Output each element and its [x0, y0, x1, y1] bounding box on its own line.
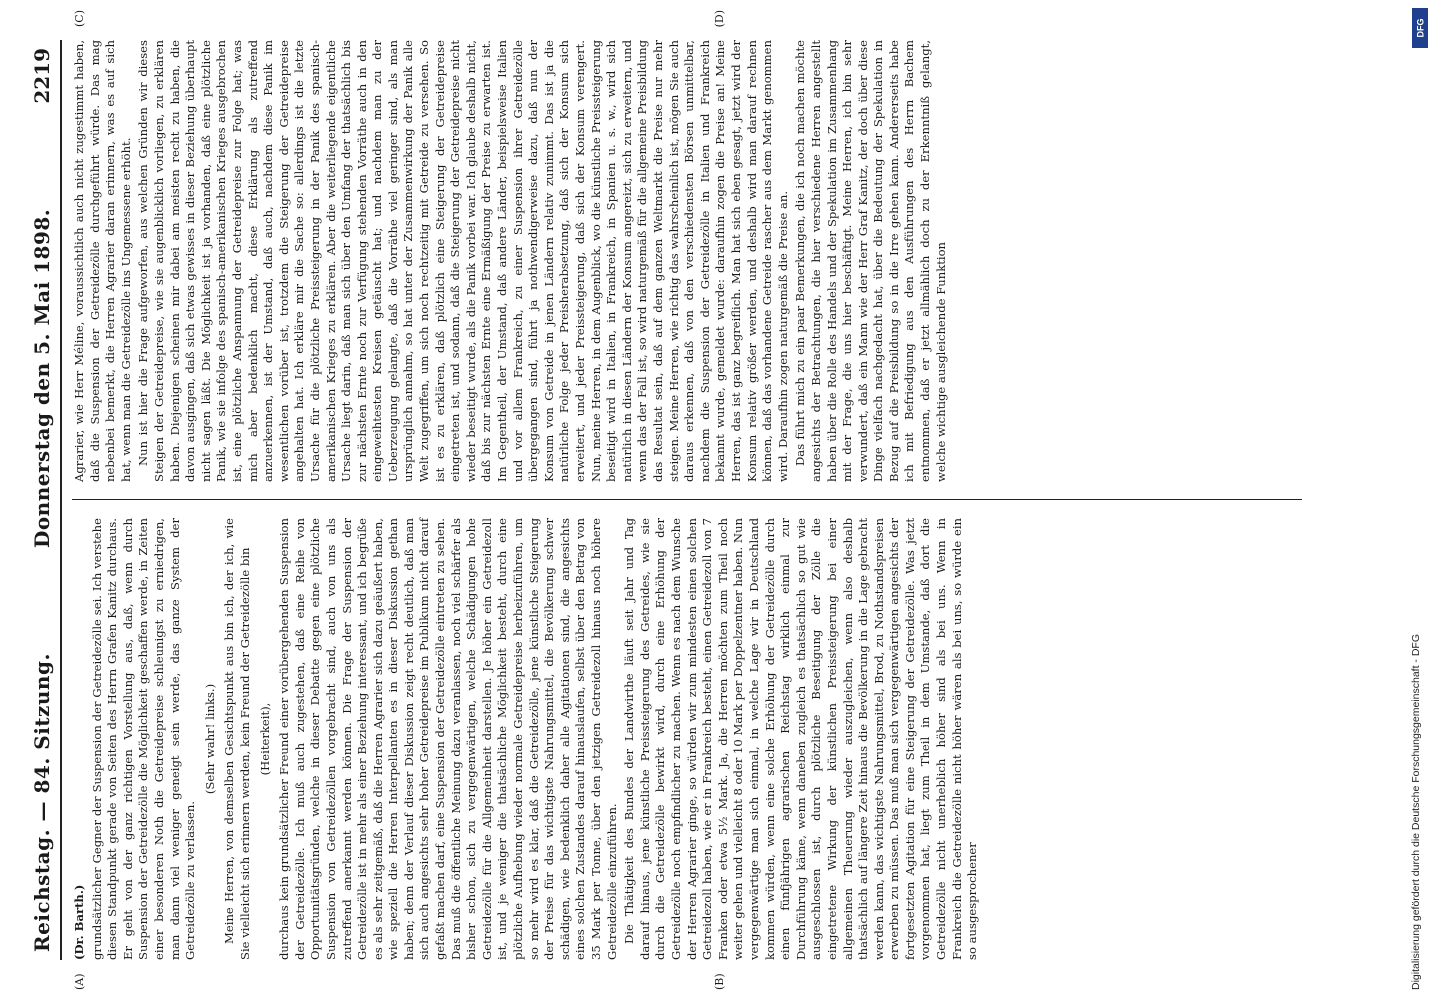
page-number: 2219 [30, 48, 54, 104]
margin-mark-d: (D) [713, 10, 726, 28]
column-divider [72, 499, 1302, 500]
left-paragraph: durchaus kein grundsätzlicher Freund einer vorübergehenden Suspension der Getreidezölle. Ich muß auch zugestehen, daß eine Reihe von Opportunitätsgründen, welche in dieser Debatte gegen eine plötzliche Suspension von Getreidezöllen vorgebracht sind, auch von uns als zutreffend anerkannt werden können. Die Frage der Suspension der Getreidezölle ist in mehr als einer Beziehung interessant, und ich begrüße es als sehr zeitgemäß, daß die Herren Agrarier sich dazu geäußert haben, wie speziell die Herren Interpellanten es in dieser Diskussion gethan haben; denn der Verlauf dieser Diskussion zeigt recht deutlich, daß man sich auch angesichts sehr hoher Getreidepreise im Publikum nicht darauf gefaßt machen darf, eine Suspension der Getreidezölle eintreten zu sehen. Das muß die öffentliche Meinung dazu veranlassen, noch viel schärfer als bisher schon, sich zu vergegenwärtigen, welche Schädigungen hohe Getreidezölle für die Allgemeinheit darstellen. Je höher ein Getreidezoll ist, und je weniger die thatsächliche Möglichkeit besteht, durch eine plötzliche Aufhebung wieder normale Getreidepreise herbeizuführen, um so mehr wird es klar, daß die Getreidezölle, jene künstliche Steigerung der Preise für das wichtigste Nahrungsmittel, die Bevölkerung schwer schädigen, wie bedenklich daher alle Agitationen sind, die angesichts eines solchen Zustandes darauf hinauslaufen, selbst über den Betrag von 35 Mark per Tonne, über den jetzigen Getreidezoll hinaus noch höhere Getreidezölle einzuführen. [277, 518, 619, 960]
credit-text: Digitalisierung gefördert durch die Deutsche Forschungsgemeinschaft - DFG [1410, 633, 1422, 990]
header-left-title: Reichstag. — 84. Sitzung. [30, 653, 54, 952]
right-paragraph: Das führt mich zu ein paar Bemerkungen, die ich noch machen möchte angesichts der Betrachtungen, die hier verschiedene Herren angestellt haben über die Rolle des Handels und der Spekulation im Zusammenhang mit der Frage, die uns hier beschäftigt. Meine Herren, ich bin sehr verwundert, daß ein Mann wie der Herr Graf Kanitz, der doch über diese Dinge vielfach nachgedacht hat, über die Bedeutung der Spekulation in Bezug auf die Preisbildung so in die Irre gehen kann. Andererseits habe ich mit Befriedigung aus den Ausführungen des Herrn Bachem entnommen, daß er jetzt allmählich doch zu der Erkenntniß gelangt, welche wichtige ausgleichende Funktion [793, 40, 948, 482]
margin-mark-c: (C) [73, 10, 86, 27]
margin-mark-b: (B) [713, 973, 726, 990]
dfg-logo: DFG [1412, 8, 1428, 48]
right-paragraph: Nun ist hier die Frage aufgeworfen, aus welchen Gründen wir dieses Steigen der Getreidepreise, wie sie augenblicklich vorliegen, zu erklären haben. Diejenigen scheinen mir dabei am meisten recht zu haben, die davon ausgingen, daß sich etwas gewisses in dieser Beziehung überhaupt nicht sagen läßt. Die Möglichkeit ist ja vorhanden, daß eine plötzliche Panik, wie sie infolge des spanisch-amerikanischen Krieges ausgebrochen ist, eine plötzliche Anspannung der Getreidepreise zur Folge hat; was mich aber bedenklich macht, diese Erklärung als zutreffend anzuerkennen, ist der Umstand, daß auch, nachdem diese Panik im wesentlichen vorüber ist, trotzdem die Steigerung der Getreidepreise angehalten hat. Ich erkläre mir die Sache so: allerdings ist die letzte Ursache für die plötzliche Preissteigerung in der Panik des spanisch-amerikanischen Krieges zu erklären. Aber die weiterliegende eigentliche Ursache liegt darin, daß man sich über den Umfang der thatsächlich bis zur nächsten Ernte noch zur Verfügung stehenden Vorräthe auch in den eingeweihtesten Kreisen getäuscht hat; und nachdem man zu der Ueberzeugung gelangte, daß die Vorräthe viel geringer sind, als man ursprünglich annahm, so hat unter der Zusammenwirkung der Panik alle Welt zugegriffen, um sich noch rechtzeitig mit Getreide zu versehen. So ist es zu erklären, daß plötzlich eine Steigerung der Getreidepreise eingetreten ist, und sodann, daß die Steigerung der Getreidepreise nicht wieder beseitigt wurde, als die Panik vorbei war. Ich glaube deshalb nicht, daß bis zur nächsten Ernte eine Ermäßigung der Preise zu erwarten ist. Im Gegentheil, der Umstand, daß andere Länder, beispielsweise Italien und vor allem Frankreich, zu einer Suspension ihrer Getreidezölle übergegangen sind, führt ja nothwendigerweise dazu, daß nun der Konsum von Getreide in jenen Ländern relativ zunimmt. Das ist ja die natürliche Folge jeder Preisherabsetzung, daß sich der Konsum sich erweitert, und jeder Preissteigerung, daß sich der Konsum verengert. Nun, meine Herren, in dem Augenblick, wo die künstliche Preissteigerung beseitigt wird in Italien, in Frankreich, in Spanien u. s. w., wird sich natürlich in diesen Ländern der Konsum angereizt, sich zu erweitern, und wenn das der Fall ist, so wird naturgemäß für die allgemeine Preisbildung das Resultat sein, daß auf dem ganzen Weltmarkt die Preise nur mehr steigen. Meine Herren, wie richtig das wahrscheinlich ist, mögen Sie auch daraus erkennen, daß von den verschiedensten Börsen unmittelbar, nachdem die Suspension der Getreidezölle in Italien und Frankreich bekannt wurde, gemeldet wurde: daraufhin zogen die Preise an! Meine Herren, das ist ganz begreiflich. Man hat sich eben gesagt, jetzt wird der Konsum relativ größer werden, und deshalb wird man darauf rechnen können, daß das vorhandene Getreide rascher aus dem Markt genommen wird. Daraufhin zogen naturgemäß die Preise an. [136, 40, 790, 482]
right-column [72, 10, 1302, 482]
digitization-credit [1408, 0, 1432, 1000]
speaker-label: (Dr. Barth.) [72, 884, 86, 960]
header-date: Donnerstag den 5. Mai 1898. [30, 208, 54, 549]
left-interjection: (Heiterkeit), [257, 702, 272, 776]
left-paragraph: Meine Herren, von demselben Gesichtspunkt aus bin ich, der ich, wie Sie vielleicht sich erinnern werden, kein Freund der Getreidezölle bin [222, 518, 252, 960]
left-interjection: (Sehr wahr! links.) [202, 683, 217, 795]
left-column [72, 518, 1302, 990]
left-paragraph: grundsätzlicher Gegner der Suspension der Getreidezölle sei. Ich verstehe diesen Standpunkt gerade von Seiten des Herrn Grafen Kanitz durchaus. Er geht von der ganz richtigen Vorstellung aus, daß, wenn durch Suspension der Getreidezölle die Möglichkeit geschaffen werde, in Zeiten einer besonderen Noth die Getreidepreise schleunigst zu erniedrigen, man dann viel weniger geneigt sein werde, das ganze System der Getreidezölle zu verlassen. [89, 518, 198, 960]
margin-mark-a: (A) [73, 973, 86, 990]
right-paragraph: Agrarier, wie Herr Méline, voraussichtlich auch nicht zugestimmt haben, daß die Suspension der Getreidezölle durchgeführt würde. Das mag nebenbei bemerkt, die Herren Agrarier daran erinnern, was es auf sich hat, wenn man die Getreidezölle ins Ungemessene erhöht. [72, 40, 133, 482]
text-columns [72, 10, 1302, 990]
page-header [30, 40, 62, 960]
left-paragraph: Die Thätigkeit des Bundes der Landwirthe läuft seit Jahr und Tag darauf hinaus, jene künstliche Preissteigerung des Getreides, wie sie durch die Getreidezölle bewirkt wird, durch eine Erhöhung der Getreidezölle noch empfindlicher zu machen. Wenn es nach dem Wunsche der Herren Agrarier ginge, so würden wir zum mindesten einen solchen Getreidezoll haben, wie er in Frankreich besteht, einen Getreidezoll von 7 Franken oder etwa 5½ Mark. Ja, die Herren möchten zum Theil noch weiter gehen und vielleicht 8 oder 10 Mark per Doppelzentner haben. Nun vergegenwärtige man sich einmal, in welche Lage wir in Deutschland kommen würden, wenn eine solche Erhöhung der Getreidezölle durch einen fünfjährigen agrarischen Reichstag wirklich einmal zur Durchführung käme, wenn daneben zugleich es thatsächlich so gut wie ausgeschlossen ist, durch plötzliche Beseitigung der Zölle die eingetretene Wirkung der künstlichen Preissteigerung bei einer allgemeinen Theuerung wieder auszugleichen, wenn also deshalb thatsächlich auf längere Zeit hinaus die Bevölkerung in die Lage gebracht werden kann, das wichtigste Nahrungsmittel, Brod, zu Nothstandspreisen erwerben zu müssen. Das muß man sich vergegenwärtigen angesichts der fortgesetzten Agitation für eine Steigerung der Getreidezölle. Was jetzt vorgenommen hat, liegt zum Theil in dem Umstande, daß dort die Getreidezölle nicht unerheblich höher sind als bei uns. Wenn in Frankreich die Getreidezölle nicht höher wären als bei uns, so würde ein so ausgesprochener [622, 518, 980, 960]
